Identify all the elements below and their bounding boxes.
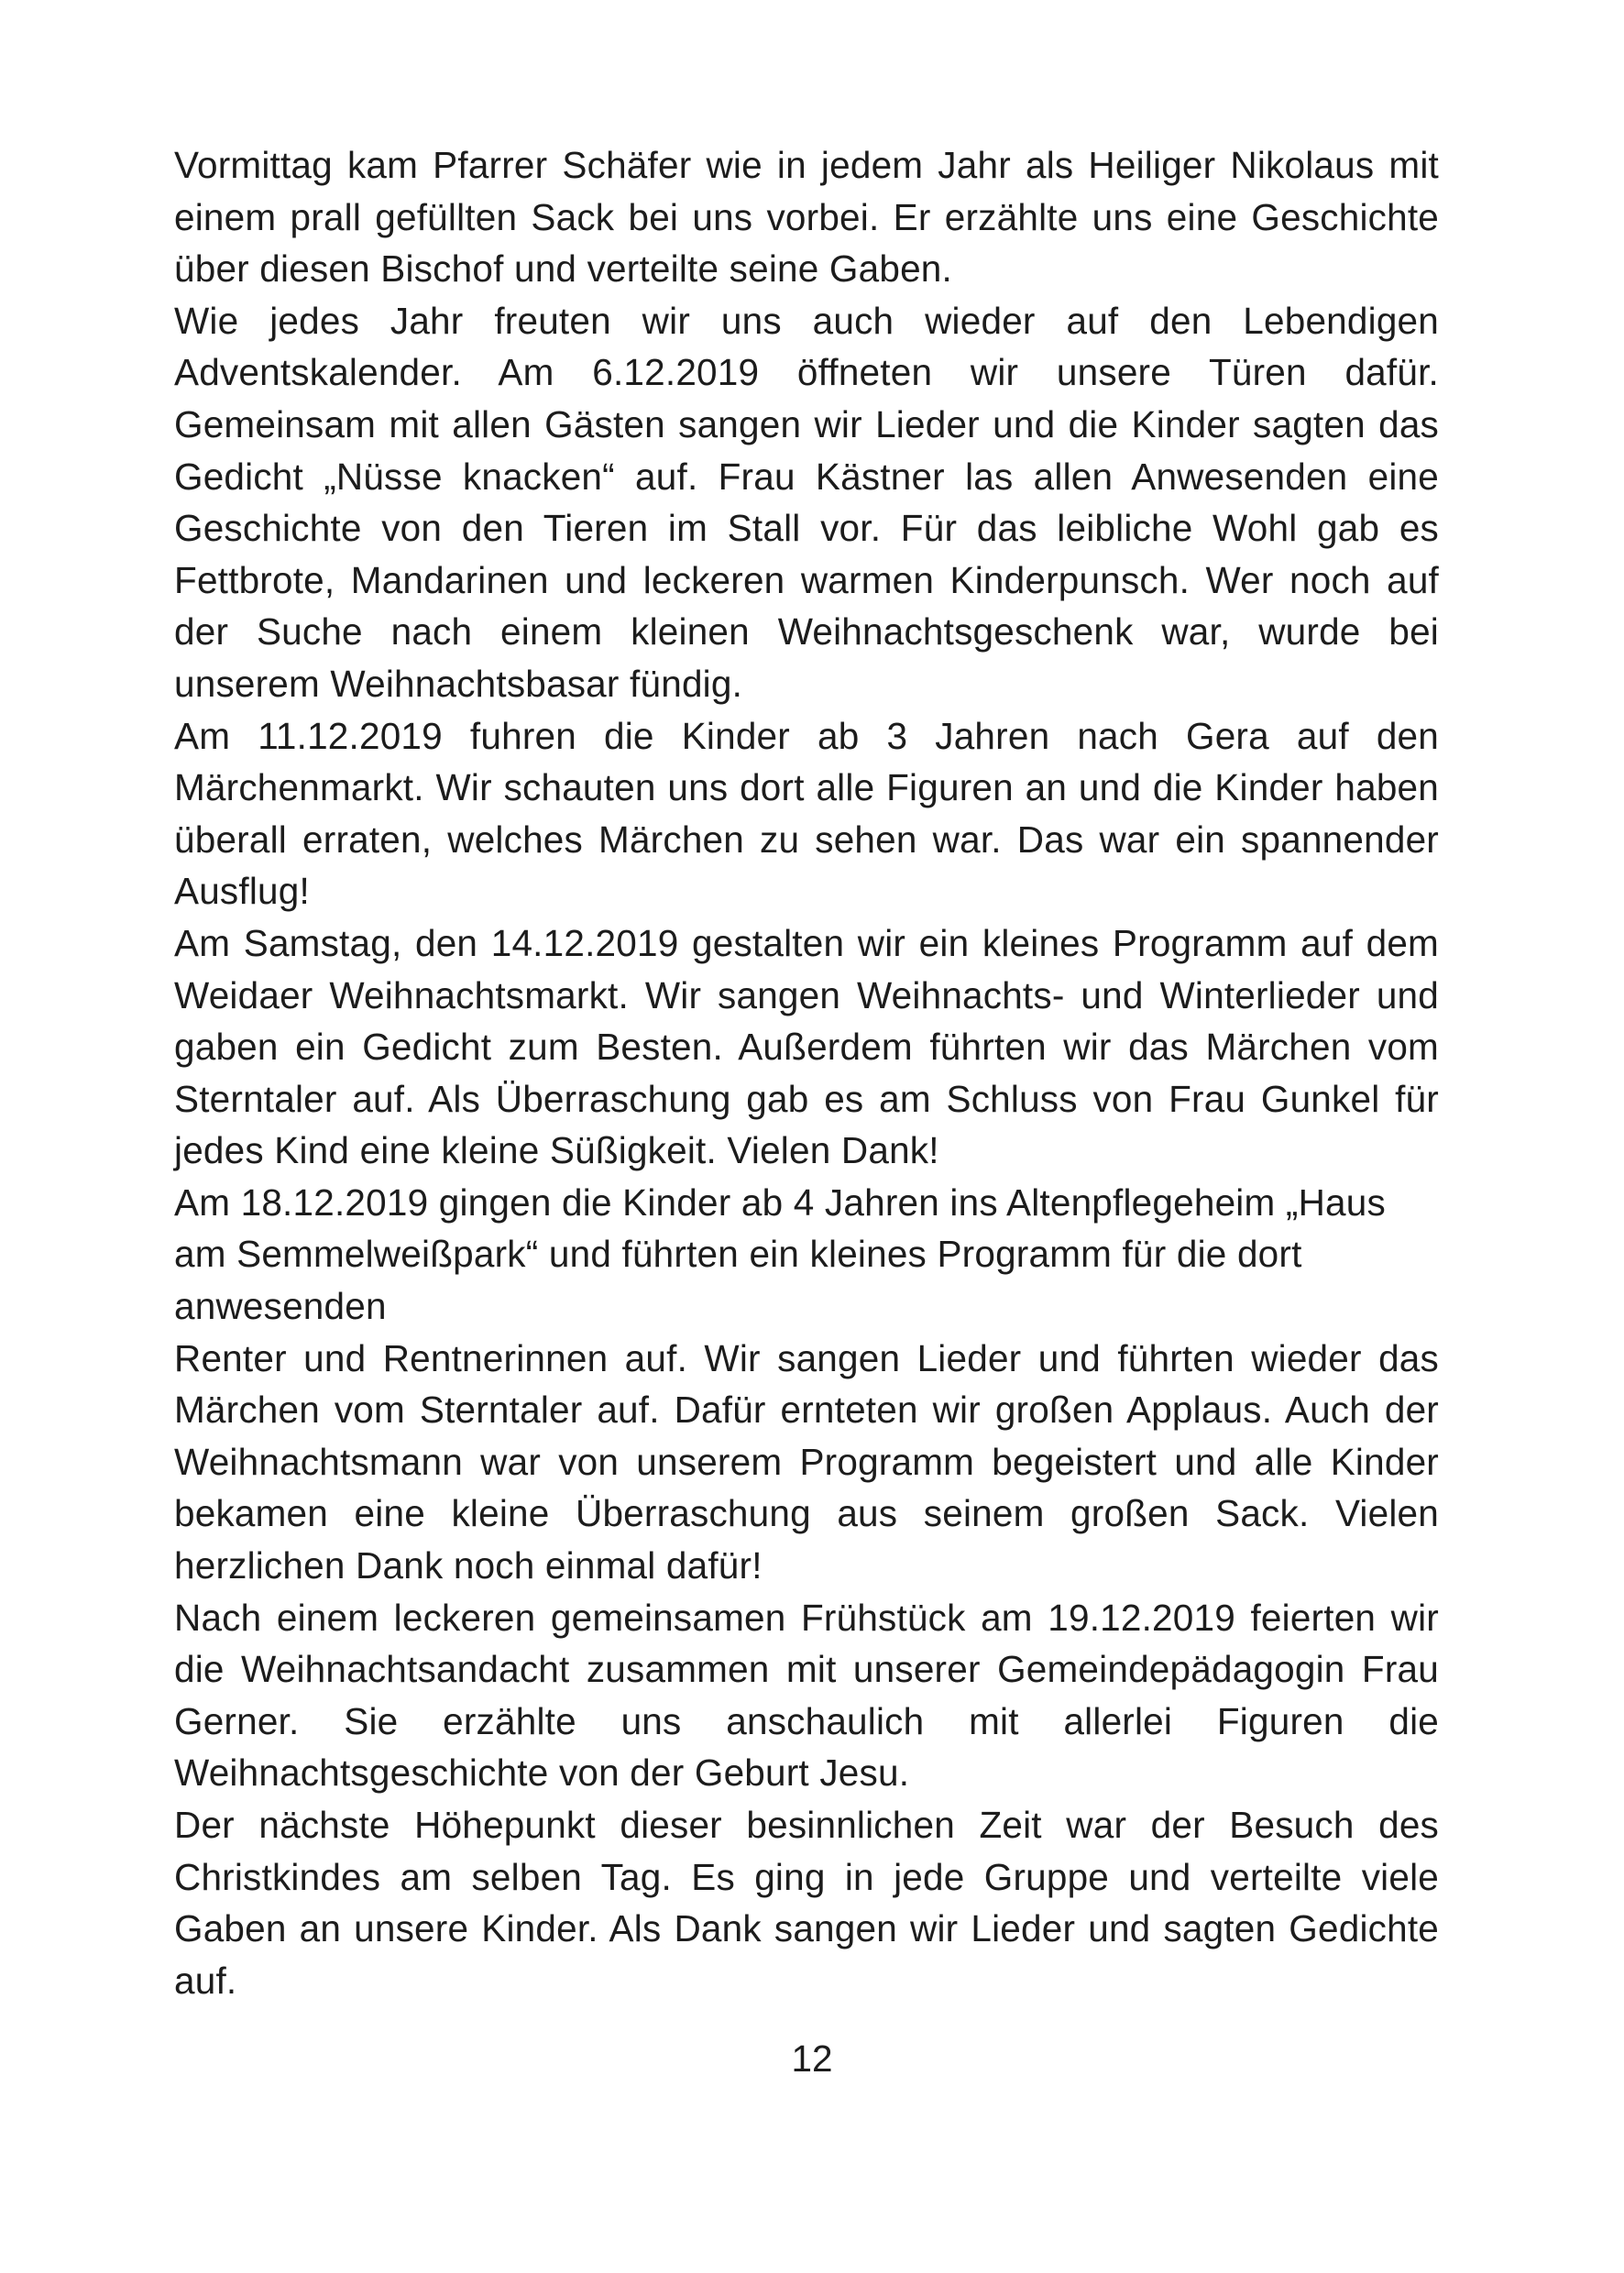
paragraph-adventskalender: Wie jedes Jahr freuten wir uns auch wieder auf den Lebendigen Adventskalender. Am 6.12.2019 öffneten wir unsere Türen dafür. Gemeinsam mit allen Gästen sangen wir Lieder und die Kinder sagten das Gedicht „Nüsse knacken“ auf. Frau Kästner las allen Anwesenden eine Geschichte von den Tieren im Stall vor. Für das leibliche Wohl gab es Fettbrote, Mandarinen und leckeren warmen Kinderpunsch. Wer noch auf der Suche nach einem kleinen Weihnachtsgeschenk war, wurde bei unserem Weihnachtsbasar fündig.: [174, 299, 1439, 705]
paragraph-nikolaus: Vormittag kam Pfarrer Schäfer wie in jedem Jahr als Heiliger Nikolaus mit einem prall gefüllten Sack bei uns vorbei. Er erzählte uns eine Geschichte über diesen Bischof und verteilte seine Gaben.: [174, 144, 1439, 291]
paragraph-christkind: Der nächste Höhepunkt dieser besinnlichen Zeit war der Besuch des Christkindes am selben Tag. Es ging in jede Gruppe und verteilte viele Gaben an unsere Kinder. Als Dank sangen wir Lieder und sagten Gedichte auf.: [174, 1804, 1439, 2002]
paragraph-altenpflegeheim: Am 18.12.2019 gingen die Kinder ab 4 Jahren ins Altenpflegeheim „Haus am Semmelweißpark“ und führten ein kleines Programm für die dort anwesenden: [174, 1180, 1386, 1328]
paragraph-maerchenmarkt: Am 11.12.2019 fuhren die Kinder ab 3 Jahren nach Gera auf den Märchenmarkt. Wir schauten uns dort alle Figuren an und die Kinder haben überall erraten, welches Märchen zu sehen war. Das war ein spannender Ausflug!: [174, 714, 1439, 913]
document-body: [174, 139, 1439, 2006]
paragraph-weihnachtsmarkt: Am Samstag, den 14.12.2019 gestalten wir ein kleines Programm auf dem Weidaer Weihnachtsmarkt. Wir sangen Weihnachts- und Winterlieder und gaben ein Gedicht zum Besten. Außerdem führten wir das Märchen vom Sterntaler auf. Als Überraschung gab es am Schluss von Frau Gunkel für jedes Kind eine kleine Süßigkeit. Vielen Dank!: [174, 921, 1439, 1172]
paragraph-renter: Renter und Rentnerinnen auf. Wir sangen Lieder und führten wieder das Märchen vom Sterntaler auf. Dafür ernteten wir großen Applaus. Auch der Weihnachtsmann war von unserem Programm begeistert und alle Kinder bekamen eine kleine Überraschung aus seinem großen Sack. Vielen herzlichen Dank noch einmal dafür!: [174, 1336, 1439, 1587]
paragraph-weihnachtsandacht: Nach einem leckeren gemeinsamen Frühstück am 19.12.2019 feierten wir die Weihnachtsandacht zusammen mit unserer Gemeindepädagogin Frau Gerner. Sie erzählte uns anschaulich mit allerlei Figuren die Weihnachtsgeschichte von der Geburt Jesu.: [174, 1596, 1439, 1795]
page-number: 12: [791, 2037, 833, 2080]
